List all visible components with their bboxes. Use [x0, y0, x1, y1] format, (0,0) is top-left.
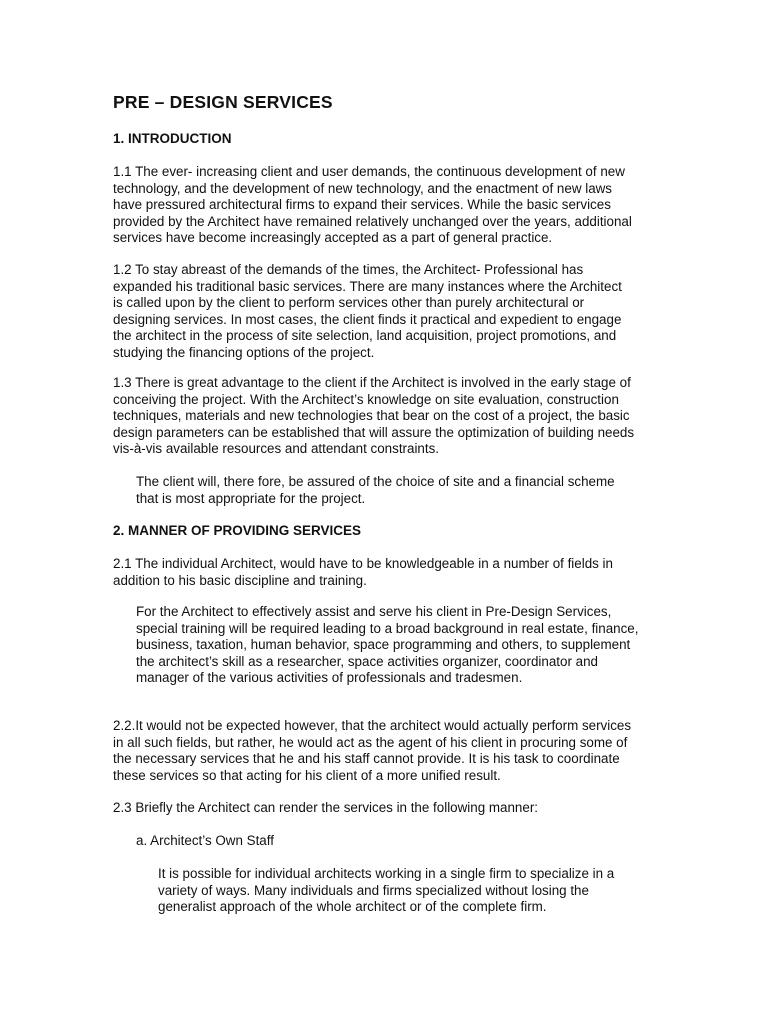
text-line: It is possible for individual architects working in a single firm to specialize in a — [158, 866, 615, 881]
text-line: have pressured architectural firms to expand their services. While the basic services — [113, 197, 611, 213]
text-line: provided by the Architect have remained relatively unchanged over the years, additional — [113, 213, 632, 229]
document-title: PRE – DESIGN SERVICES — [113, 92, 333, 112]
text-line: the architect’s skill as a researcher, space activities organizer, coordinator and — [136, 653, 598, 669]
text-line: vis-à-vis available resources and attendant constraints. — [113, 441, 440, 457]
text-line: manager of the various activities of professionals and tradesmen. — [136, 670, 523, 686]
text-line: the necessary services that he and his staff cannot provide. It is his task to coordinate — [113, 751, 620, 767]
text-line: The client will, there fore, be assured of the choice of site and a financial scheme — [136, 474, 615, 489]
text-line: conceiving the project. With the Architect’s knowledge on site evaluation, construction — [113, 391, 619, 407]
text-line: services have become increasingly accepted as a part of general practice. — [113, 230, 553, 246]
list-item-a: a. Architect’s Own Staff — [136, 833, 274, 848]
paragraph-2-1 — [113, 556, 613, 589]
text-line: expanded his traditional basic services. There are many instances where the Architect — [113, 278, 622, 294]
text-line: 1.3 There is great advantage to the client if the Architect is involved in the early stage of — [113, 375, 631, 390]
text-line: design parameters can be established that will assure the optimization of building needs — [113, 424, 635, 440]
text-line: is called upon by the client to perform services other than purely architectural or — [113, 295, 585, 311]
text-line: designing services. In most cases, the client finds it practical and expedient to engage — [113, 311, 622, 327]
paragraph-2-1-indented — [136, 604, 638, 687]
section-heading-manner-of-providing-services: 2. MANNER OF PROVIDING SERVICES — [113, 523, 362, 538]
paragraph-1-3 — [113, 375, 634, 458]
text-line: 2.1 The individual Architect, would have to be knowledgeable in a number of fields in — [113, 556, 613, 571]
text-line: business, taxation, human behavior, space programming and others, to supplement — [136, 637, 631, 653]
text-line: studying the financing options of the project. — [113, 344, 375, 360]
text-line: generalist approach of the whole architect or of the complete firm. — [158, 899, 547, 915]
text-line: technology, and the development of new technology, and the enactment of new laws — [113, 180, 613, 196]
text-line: these services so that acting for his client of a more unified result. — [113, 767, 501, 783]
paragraph-1-3-indented — [136, 474, 615, 507]
text-line: techniques, materials and new technologies that bear on the cost of a project, the basic — [113, 408, 630, 424]
paragraph-2-2 — [113, 718, 631, 784]
text-line: the architect in the process of site selection, land acquisition, project promotions, and — [113, 328, 617, 344]
text-line: that is most appropriate for the project. — [136, 490, 366, 506]
text-line: 2.2.It would not be expected however, that the architect would actually perform services — [113, 718, 632, 733]
paragraph-1-2 — [113, 262, 622, 362]
list-item-a-text — [158, 866, 614, 916]
text-line: 1.1 The ever- increasing client and user demands, the continuous development of new — [113, 164, 625, 179]
paragraph-2-3 — [113, 800, 538, 817]
text-line: For the Architect to effectively assist and serve his client in Pre-Design Services, — [136, 604, 612, 619]
paragraph-1-1 — [113, 164, 632, 247]
text-line: 1.2 To stay abreast of the demands of the times, the Architect- Professional has — [113, 262, 584, 277]
text-line: addition to his basic discipline and training. — [113, 572, 367, 588]
text-line: variety of ways. Many individuals and firms specialized without losing the — [158, 882, 589, 898]
text-line: 2.3 Briefly the Architect can render the services in the following manner: — [113, 800, 538, 815]
text-line: special training will be required leading to a broad background in real estate, finance, — [136, 620, 639, 636]
text-line: in all such fields, but rather, he would act as the agent of his client in procuring some of — [113, 734, 628, 750]
section-heading-introduction: 1. INTRODUCTION — [113, 131, 232, 146]
